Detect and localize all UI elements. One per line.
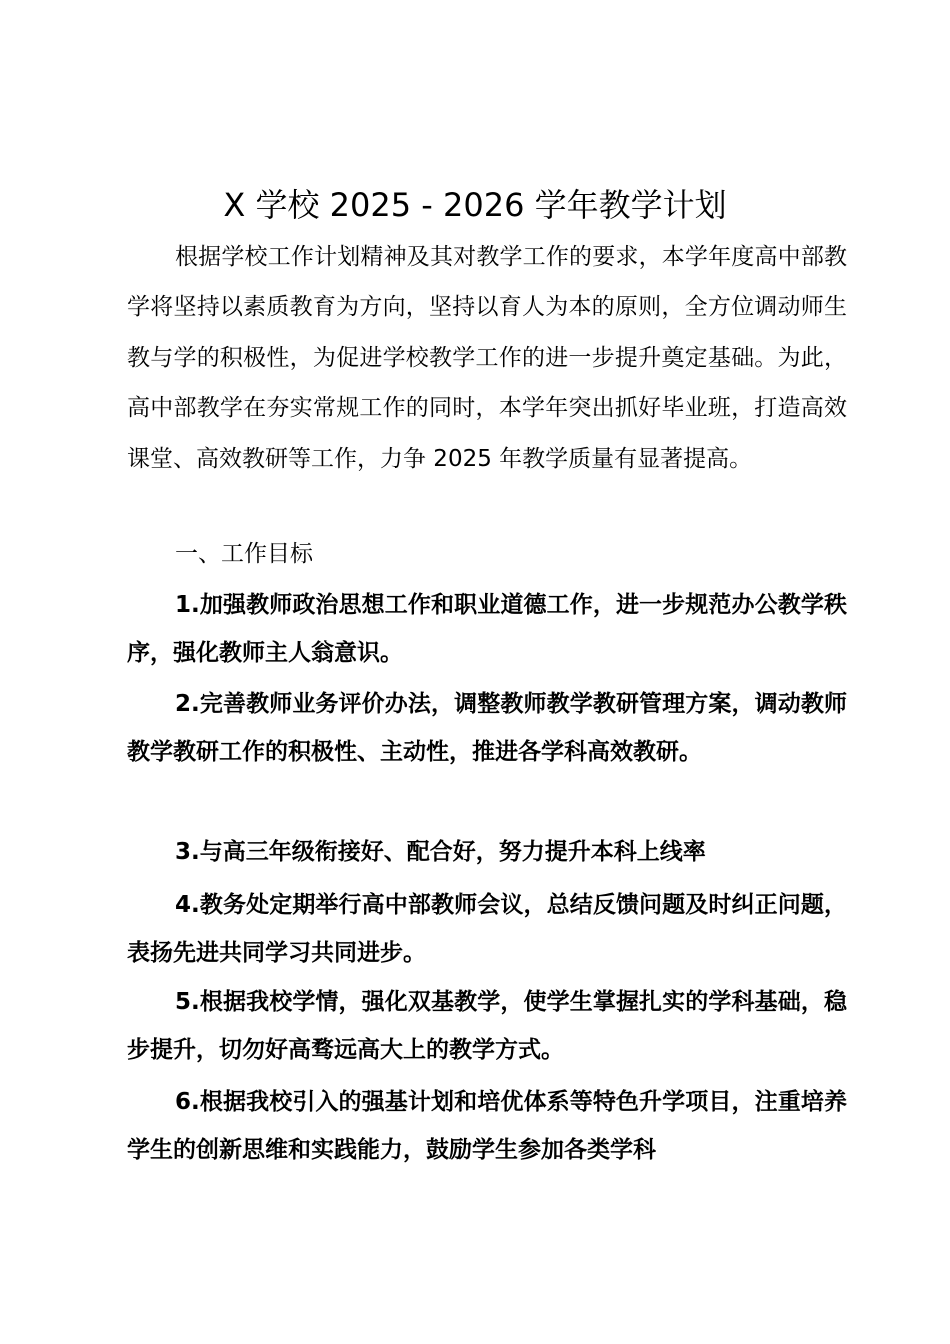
goal-item-1: 1.加强教师政治思想工作和职业道德工作，进一步规范办公教学秩序，强化教师主人翁意识。 [127, 592, 847, 666]
section-heading: 一、工作目标 [175, 541, 313, 567]
goal-item-2: 2.完善教师业务评价办法，调整教师教学教研管理方案，调动教师教学教研工作的积极性、主动性，推进各学科高效教研。 [127, 691, 847, 765]
goal-item-5: 5.根据我校学情，强化双基教学，使学生掌握扎实的学科基础，稳步提升，切勿好高骛远高大上的教学方式。 [127, 989, 847, 1063]
goal-item-4: 4.教务处定期举行高中部教师会议，总结反馈问题及时纠正问题，表扬先进共同学习共同进步。 [127, 892, 847, 966]
goal-item-3: 3.与高三年级衔接好、配合好，努力提升本科上线率 [175, 839, 706, 865]
goal-item-6: 6.根据我校引入的强基计划和培优体系等特色升学项目，注重培养学生的创新思维和实践能力，鼓励学生参加各类学科 [127, 1089, 847, 1163]
intro-paragraph: 根据学校工作计划精神及其对教学工作的要求，本学年度高中部教学将坚持以素质教育为方向，坚持以育人为本的原则，全方位调动师生教与学的积极性，为促进学校教学工作的进一步提升奠定基础。为此，高中部教学在夯实常规工作的同时，本学年突出抓好毕业班，打造高效课堂、高效教研等工作，力争 2025 年教学质量有显著提高。 [127, 244, 847, 472]
document-title: X 学校 2025 - 2026 学年教学计划 [223, 186, 727, 224]
